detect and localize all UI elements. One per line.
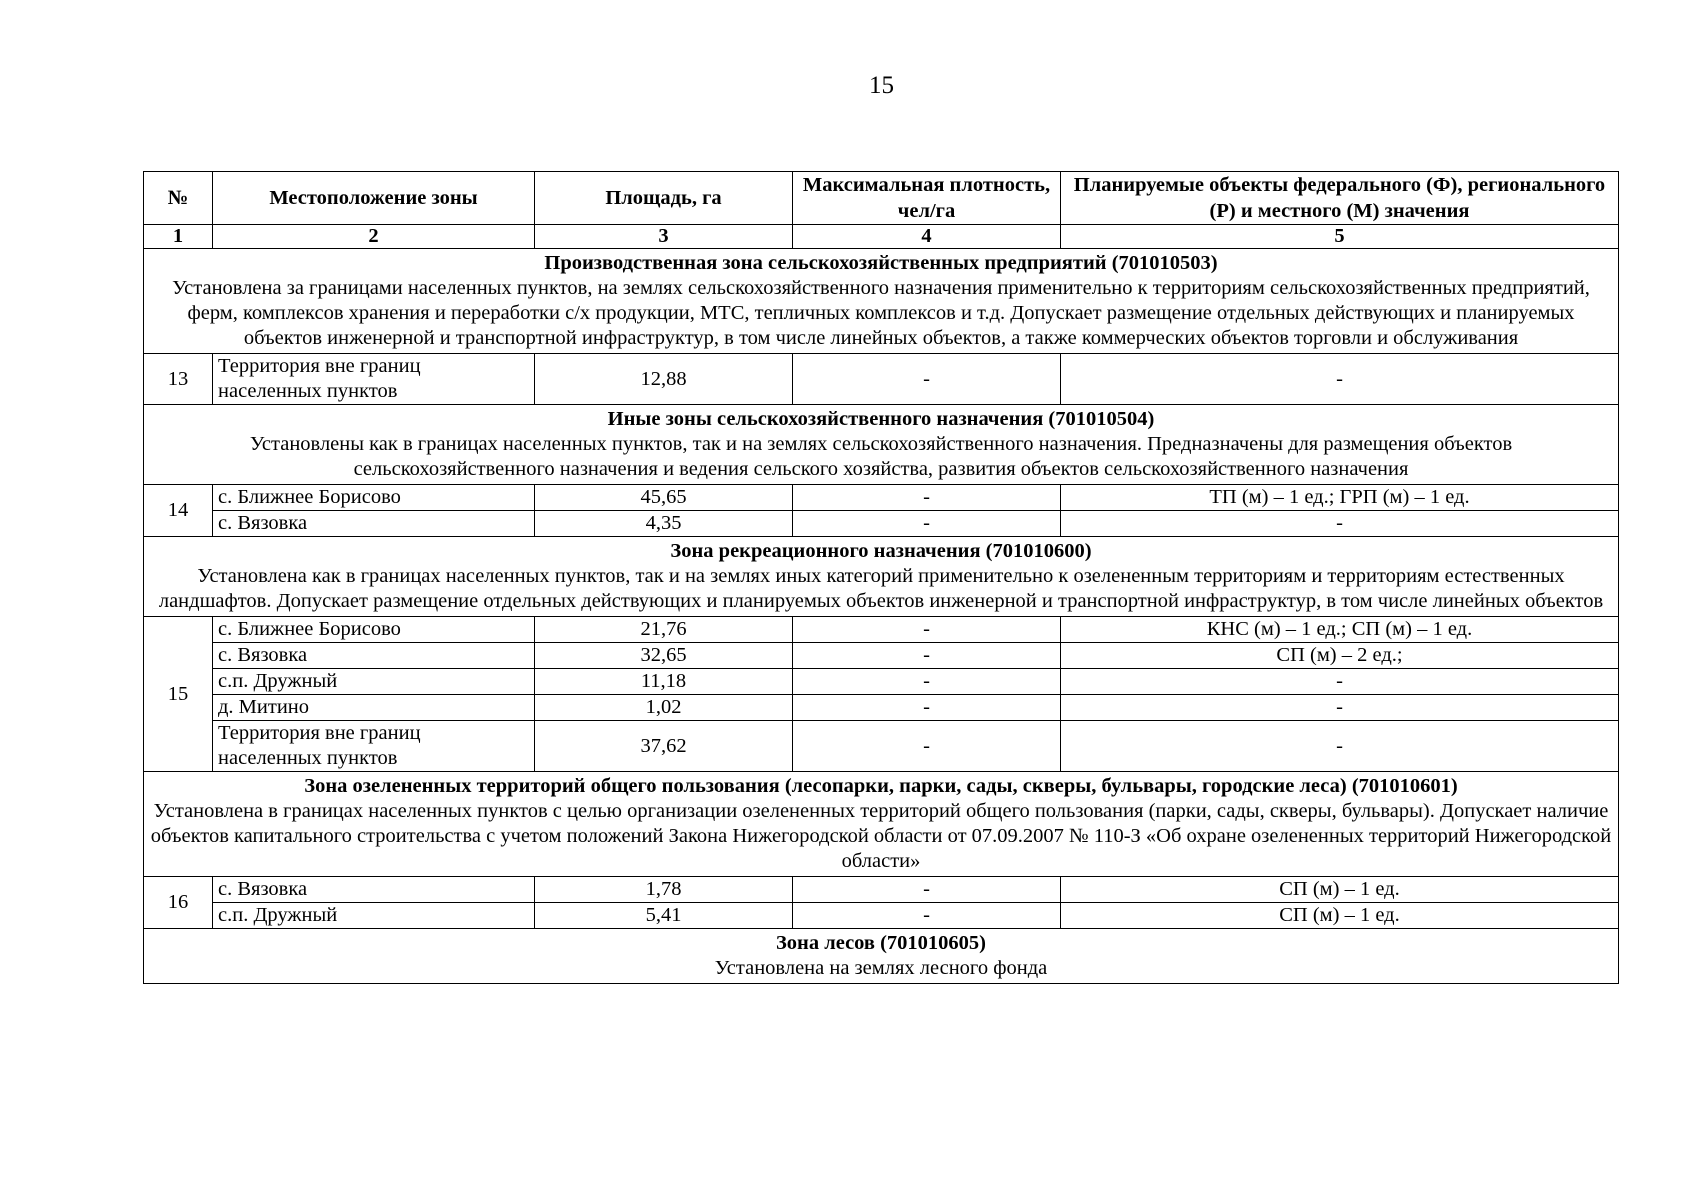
area-cell: 45,65 (535, 485, 793, 511)
section-title: Зона озелененных территорий общего пользования (лесопарки, парки, сады, скверы, бульвары, городские леса) (701010601) (304, 775, 1458, 797)
row-number: 14 (144, 485, 213, 537)
table-row (144, 877, 1619, 903)
location-cell: д. Митино (213, 695, 535, 721)
section-header-row (144, 249, 1619, 354)
section-header-cell (144, 772, 1619, 877)
header-area: Площадь, га (535, 172, 793, 225)
density-cell: - (793, 511, 1061, 537)
section-title: Зона рекреационного назначения (701010600) (670, 540, 1092, 562)
objects-cell: - (1061, 721, 1619, 772)
section-title: Производственная зона сельскохозяйственных предприятий (701010503) (544, 252, 1218, 274)
location-cell: с. Вязовка (213, 877, 535, 903)
section-header-row (144, 772, 1619, 877)
density-cell: - (793, 877, 1061, 903)
page-number: 15 (869, 72, 894, 99)
row-number: 16 (144, 877, 213, 929)
section-description: Установлена на землях лесного фонда (714, 957, 1048, 979)
section-description: Установлена за границами населенных пунктов, на землях сельскохозяйственного назначения применительно к территориям сельскохозяйственных предприятий, ферм, комплексов хранения и переработки с/х продукции, МТС, тепличных комплексов и т.д. Допускает размещение отдельных действующих и планируемых объектов инженерной и транспортной инфраструктур, в том числе линейных объектов, а также коммерческих объектов торговли и обслуживания (172, 277, 1590, 349)
objects-cell: КНС (м) – 1 ед.; СП (м) – 1 ед. (1061, 617, 1619, 643)
column-number: 5 (1061, 225, 1619, 249)
location-cell: Территория вне границ населенных пунктов (213, 354, 535, 405)
location-cell: с. Ближнее Борисово (213, 617, 535, 643)
objects-cell: СП (м) – 1 ед. (1061, 903, 1619, 929)
table-row (144, 669, 1619, 695)
objects-cell: - (1061, 511, 1619, 537)
header-density: Максимальная плотность, чел/га (793, 172, 1061, 225)
density-cell: - (793, 643, 1061, 669)
density-cell: - (793, 617, 1061, 643)
section-description: Установлена в границах населенных пунктов с целью организации озелененных территорий общего пользования (парки, сады, скверы, бульвары). Допускает наличие объектов капитального строительства с учетом положений Закона Нижегородской области от 07.09.2007 № 110-З «Об охране озелененных территорий Нижегородской области» (150, 800, 1612, 872)
zones-table (143, 171, 1619, 984)
column-number-row (144, 225, 1619, 249)
area-cell: 12,88 (535, 354, 793, 405)
section-header-cell (144, 537, 1619, 617)
row-number: 15 (144, 617, 213, 772)
header-location: Местоположение зоны (213, 172, 535, 225)
table-row (144, 721, 1619, 772)
table-row (144, 903, 1619, 929)
area-cell: 5,41 (535, 903, 793, 929)
density-cell: - (793, 669, 1061, 695)
density-cell: - (793, 903, 1061, 929)
density-cell: - (793, 721, 1061, 772)
table-row (144, 643, 1619, 669)
section-description: Установлены как в границах населенных пунктов, так и на землях сельскохозяйственного назначения. Предназначены для размещения объектов сельскохозяйственного назначения и ведения сельского хозяйства, развития объектов сельскохозяйственного назначения (249, 433, 1513, 480)
section-header-row (144, 537, 1619, 617)
location-cell: с. Ближнее Борисово (213, 485, 535, 511)
location-cell: с. Вязовка (213, 511, 535, 537)
row-number: 13 (144, 354, 213, 405)
section-header-cell (144, 249, 1619, 354)
table-row (144, 511, 1619, 537)
section-header-row (144, 405, 1619, 485)
section-description: Установлена как в границах населенных пунктов, так и на землях иных категорий применительно к озелененным территориям и территориям естественных ландшафтов. Допускает размещение отдельных действующих и планируемых объектов инженерной и транспортной инфраструктур, в том числе линейных объектов (158, 565, 1604, 612)
objects-cell: - (1061, 669, 1619, 695)
section-title: Иные зоны сельскохозяйственного назначения (701010504) (607, 408, 1155, 430)
table-header-row (144, 172, 1619, 225)
section-title: Зона лесов (701010605) (775, 932, 987, 954)
area-cell: 1,02 (535, 695, 793, 721)
objects-cell: ТП (м) – 1 ед.; ГРП (м) – 1 ед. (1061, 485, 1619, 511)
section-header-cell (144, 405, 1619, 485)
area-cell: 11,18 (535, 669, 793, 695)
column-number: 3 (535, 225, 793, 249)
area-cell: 37,62 (535, 721, 793, 772)
table-row (144, 354, 1619, 405)
column-number: 2 (213, 225, 535, 249)
density-cell: - (793, 354, 1061, 405)
objects-cell: СП (м) – 2 ед.; (1061, 643, 1619, 669)
column-number: 4 (793, 225, 1061, 249)
area-cell: 32,65 (535, 643, 793, 669)
objects-cell: - (1061, 354, 1619, 405)
table-row (144, 485, 1619, 511)
header-objects: Планируемые объекты федерального (Ф), регионального (Р) и местного (М) значения (1061, 172, 1619, 225)
density-cell: - (793, 485, 1061, 511)
location-cell: с.п. Дружный (213, 669, 535, 695)
objects-cell: - (1061, 695, 1619, 721)
section-header-cell (144, 929, 1619, 984)
area-cell: 4,35 (535, 511, 793, 537)
density-cell: - (793, 695, 1061, 721)
header-number: № (144, 172, 213, 225)
table-row (144, 617, 1619, 643)
location-cell: Территория вне границ населенных пунктов (213, 721, 535, 772)
table-row (144, 695, 1619, 721)
location-cell: с. Вязовка (213, 643, 535, 669)
location-cell: с.п. Дружный (213, 903, 535, 929)
column-number: 1 (144, 225, 213, 249)
objects-cell: СП (м) – 1 ед. (1061, 877, 1619, 903)
area-cell: 21,76 (535, 617, 793, 643)
area-cell: 1,78 (535, 877, 793, 903)
section-header-row (144, 929, 1619, 984)
